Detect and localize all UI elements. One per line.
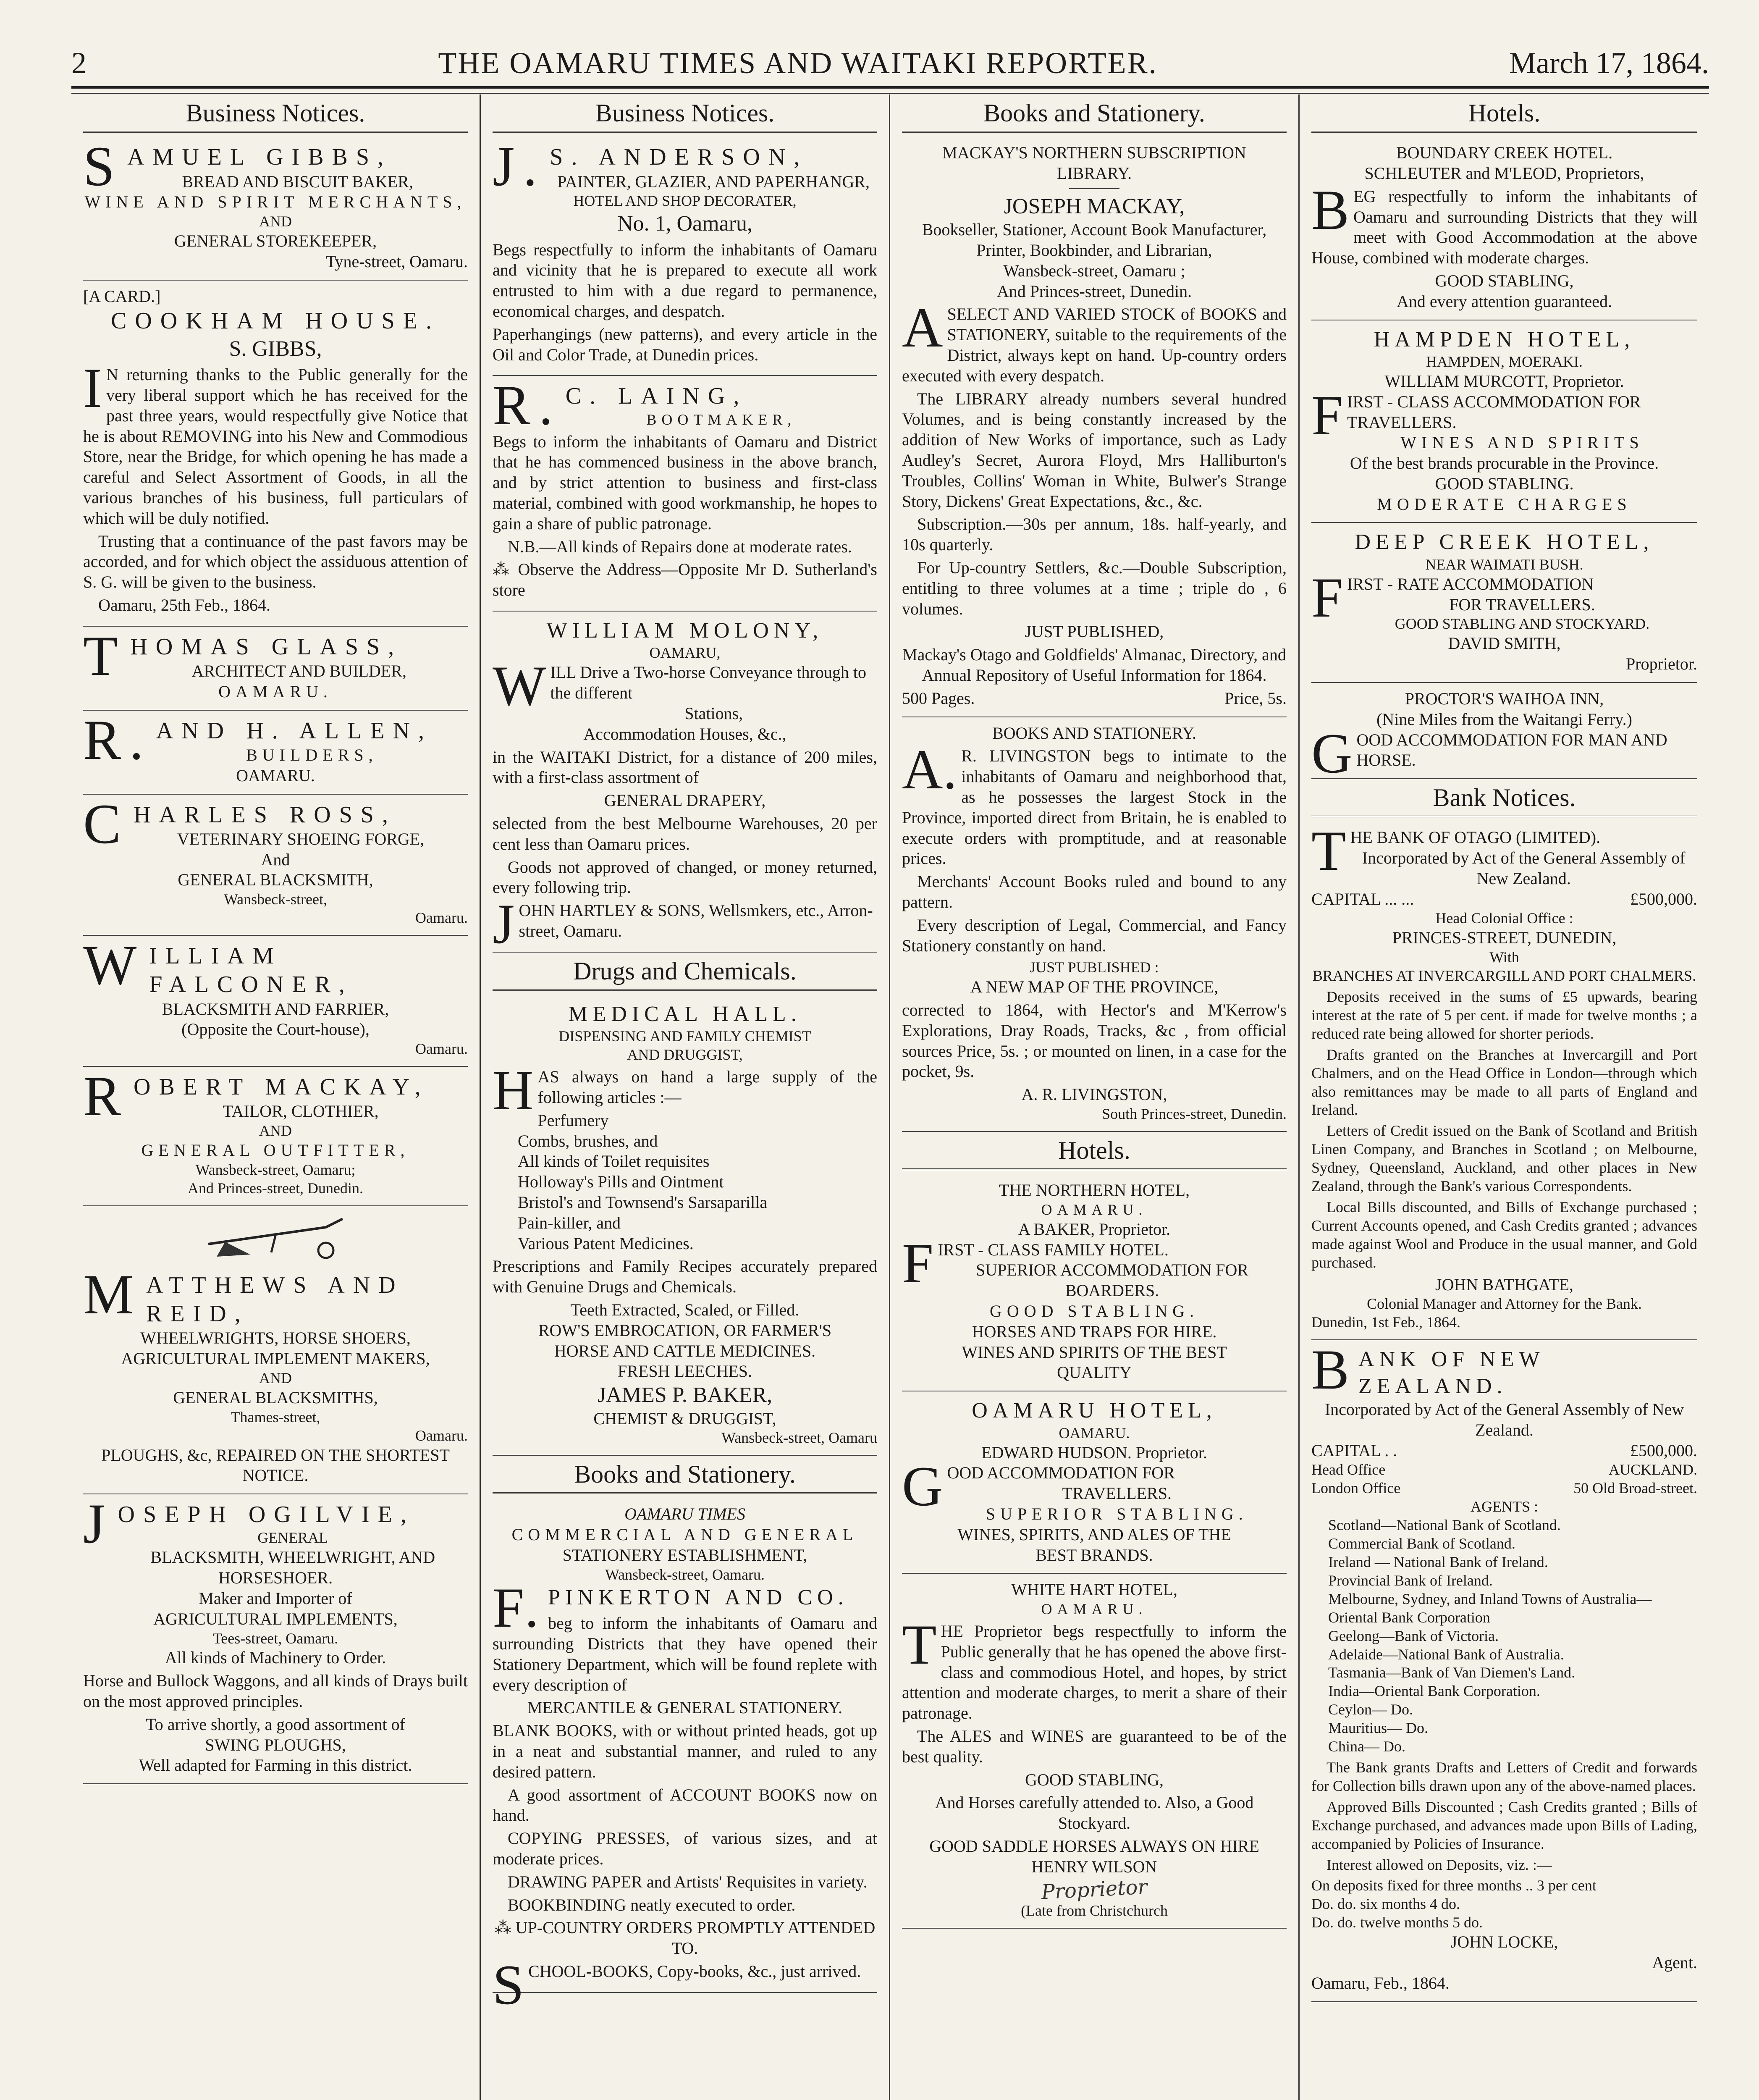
ad-line: MERCANTILE & GENERAL STATIONERY. (527, 1698, 843, 1717)
ad-body: Interest allowed on Deposits, viz. :— (1326, 1856, 1552, 1873)
ad-line: PLOUGHS, &c, REPAIRED ON THE SHORTEST NOTICE. (101, 1445, 450, 1485)
ad-name: R.AND H. ALLEN, (83, 709, 433, 772)
ad-name: ROBERT MACKAY, (83, 1065, 429, 1128)
column-2 (481, 94, 890, 2100)
ad-line: GENERAL (257, 1529, 328, 1546)
ad-line: BREAD AND BISCUIT BAKER, (182, 172, 413, 191)
ad-title: THE BANK OF OTAGO (LIMITED). (1311, 820, 1601, 883)
ad-line: STATIONERY ESTABLISHMENT, (562, 1546, 807, 1565)
ad-william-molony (493, 612, 877, 956)
ad-body: A.R. LIVINGSTON begs to intimate to the inhabitants of Oamaru and neighborhood that, as he possesses the largest Stock in the Province, imported direct from Britain, he is enabled to execute orders with promptitude, and at reasonable prices. (902, 738, 1287, 868)
ad-thomas-glass (83, 627, 468, 711)
ad-name: A. R. LIVINGSTON, (1021, 1085, 1167, 1104)
rate-row: Do. do. twelve months 5 do. (1311, 1914, 1483, 1931)
ad-line: (Nine Miles from the Waitangi Ferry.) (1376, 709, 1632, 729)
ad-body: The Bank grants Drafts and Letters of Credit and forwards for Collection bills drawn upon any of the above-named places. (1311, 1759, 1697, 1794)
ad-matthews-reid (83, 1265, 468, 1494)
ad-line: OAMARU, (649, 644, 721, 662)
ad-line: ROW'S EMBROCATION, OR FARMER'S (538, 1320, 832, 1340)
list-item: Adelaide—National Bank of Australia. (1328, 1646, 1564, 1663)
ad-body: BOOKBINDING neatly executed to order. (508, 1895, 796, 1914)
ad-line: WINES AND SPIRITS (1400, 433, 1644, 452)
ad-body: Local Bills discounted, and Bills of Exchange purchased ; Current Accounts opened, and Cash Credits granted ; advances made against Wool and Produce in the usual manner, and Gold purchased. (1311, 1198, 1697, 1271)
ad-title: BOUNDARY CREEK HOTEL. (1396, 143, 1613, 163)
ad-line: FRESH LEECHES. (617, 1362, 752, 1381)
ad-oamaru-hotel (902, 1391, 1287, 1574)
ad-address: Tyne-street, Oamaru. (325, 252, 468, 271)
ad-name: MATTHEWS AND REID, (83, 1263, 404, 1327)
ad-line: TAILOR, CLOTHIER, (223, 1102, 379, 1121)
section-header: Hotels. (902, 1132, 1287, 1170)
ad-body: beg to inform the inhabitants of Oamaru and surrounding Districts that they have opened their Stationery Department, which will be found replete with every description of (493, 1614, 877, 1694)
ad-name: HENRY WILSON (1031, 1857, 1157, 1876)
ad-name: DAVID SMITH, (1448, 634, 1561, 653)
list-item: Ireland — National Bank of Ireland. (1328, 1554, 1548, 1570)
ad-medical-hall (493, 995, 877, 1456)
ad-boundary-creek-hotel (1311, 137, 1697, 320)
ad-name: CHARLES ROSS, (83, 793, 396, 856)
ad-name: JOHN BATHGATE, (1435, 1275, 1573, 1294)
ad-line: A BAKER, Proprietor. (1018, 1219, 1171, 1239)
office-label: London Office (1311, 1480, 1401, 1497)
ad-line: COMMERCIAL AND GENERAL (511, 1525, 858, 1544)
ad-title: BOOKS AND STATIONERY. (992, 723, 1197, 743)
ad-line: JUST PUBLISHED, (1025, 622, 1164, 641)
list-item: Tasmania—Bank of Van Diemen's Land. (1328, 1664, 1575, 1681)
list-item: Ceylon— Do. (1328, 1701, 1413, 1718)
ad-body: IN returning thanks to the Public generally for the very liberal support which he has received for the past three years, would respectfully give Notice that he is about REMOVING into his New and Commodious Store, near the Bridge, for which opening he has made a careful and Select Assortment of Goods, in all the various branches of his business, full particulars of which will be duly notified. (83, 357, 468, 528)
ad-body: Begs respectfully to inform the inhabitants of Oamaru and vicinity that he is prepared to execute all work entrusted to him with a due regard to permanence, economical charges, and despatch. (493, 240, 877, 321)
ad-hampden-hotel (1311, 320, 1697, 523)
ad-title: COOKHAM HOUSE. (110, 308, 440, 334)
ad-name: WILLIAM MOLONY, (546, 619, 823, 643)
ad-line: WINES, SPIRITS, AND ALES OF THE (957, 1525, 1231, 1544)
ad-oamaru-times-stationery (493, 1498, 877, 2016)
ad-line: GENERAL BLACKSMITH, (178, 870, 373, 890)
ad-body: Subscription.—30s per annum, 18s. half-yearly, and 10s quarterly. (902, 514, 1287, 554)
ad-line: All kinds of Machinery to Order. (165, 1648, 386, 1667)
price: Price, 5s. (1224, 688, 1287, 708)
capital-value: £500,000. (1630, 1441, 1697, 1460)
ad-line: To arrive shortly, a good assortment of (146, 1714, 405, 1734)
office-value: AUCKLAND. (1609, 1461, 1697, 1478)
ad-line: FIRST - CLASS ACCOMMODATION FOR TRAVELLERS. (1311, 384, 1641, 447)
list-item: India—Oriental Bank Corporation. (1328, 1683, 1540, 1700)
newspaper-title: THE OAMARU TIMES AND WAITAKI REPORTER. (438, 46, 1158, 80)
ad-laing (493, 376, 877, 612)
ad-body: HAS always on hand a large supply of the following articles :— (493, 1059, 877, 1122)
ad-northern-hotel (902, 1174, 1287, 1391)
ad-date: Oamaru, Feb., 1864. (1311, 1973, 1450, 1992)
capital-label: CAPITAL . . (1311, 1441, 1397, 1460)
list-item: All kinds of Toilet requisites (518, 1152, 710, 1171)
ad-body: JOHN HARTLEY & SONS, Wellsmkers, etc., Arron-street, Oamaru. (493, 893, 873, 956)
ad-line: HORSES AND TRAPS FOR HIRE. (972, 1322, 1217, 1341)
ad-line: MACKAY'S NORTHERN SUBSCRIPTION (942, 143, 1246, 163)
ad-line: Well adapted for Farming in this district. (139, 1756, 412, 1775)
ad-body: Approved Bills Discounted ; Cash Credits granted ; Bills of Exchange purchased, and advances made upon Bills of Lading, accompanied by Policies of Insurance. (1311, 1798, 1697, 1852)
office-row (1311, 1479, 1697, 1498)
ad-line: VETERINARY SHOEING FORGE, (177, 829, 425, 848)
column-1 (71, 94, 481, 2100)
ad-white-hart-hotel (902, 1574, 1287, 1929)
columns (71, 94, 1709, 2100)
ad-body: N.B.—All kinds of Repairs done at moderate rates. (508, 537, 852, 556)
ad-line: GENERAL DRAPERY, (604, 791, 766, 810)
ad-line: Incorporated by Act of the General Assembly of New Zealand. (1362, 848, 1686, 888)
section-header: Books and Stationery. (493, 1456, 877, 1494)
ad-line: And Princes-street, Dunedin. (996, 281, 1192, 301)
ad-line: GOOD STABLING AND STOCKYARD. (1395, 615, 1650, 633)
section-header: Business Notices. (83, 94, 468, 133)
ad-line: MODERATE CHARGES (1377, 494, 1632, 514)
ad-name: SAMUEL GIBBS, (83, 135, 392, 198)
ad-line: And (261, 850, 290, 869)
ad-address: South Princes-street, Dunedin. (1102, 1105, 1287, 1122)
ad-line: Wansbeck-street, Oamaru; (195, 1161, 356, 1178)
ad-line: Colonial Manager and Attorney for the Bank. (1367, 1295, 1642, 1312)
ad-name: JOSEPH OGILVIE, (83, 1493, 415, 1556)
ad-line: GOOD STABLING, (1025, 1770, 1164, 1789)
plough-illustration (83, 1206, 468, 1265)
ad-line: AGRICULTURAL IMPLEMENT MAKERS, (121, 1349, 430, 1368)
ad-line: WILL Drive a Two-horse Conveyance through to the different (493, 655, 866, 718)
rate-row: On deposits fixed for three months .. 3 per cent (1311, 1877, 1596, 1894)
ad-line: HORSE AND CATTLE MEDICINES. (554, 1341, 816, 1360)
ad-title: DEEP CREEK HOTEL, (1355, 530, 1654, 554)
ad-line: GOOD SADDLE HORSES ALWAYS ON HIRE (929, 1836, 1259, 1856)
office-label: Head Office (1311, 1461, 1386, 1478)
ad-line: WHEELWRIGHTS, HORSE SHOERS, (140, 1328, 411, 1348)
ad-line: LIBRARY. (1056, 163, 1132, 183)
ad-line: AND (259, 1370, 292, 1386)
ad-body: SCHOOL-BOOKS, Copy-books, &c., just arrived. (493, 1953, 861, 2016)
list-item: China— Do. (1328, 1738, 1405, 1755)
masthead (71, 40, 1709, 86)
ad-line: SUPERIOR ACCOMMODATION FOR (976, 1260, 1249, 1280)
ad-line: Wansbeck-street, Oamaru. (605, 1566, 765, 1583)
ad-line: QUALITY (1057, 1363, 1132, 1382)
section-header: Bank Notices. (1311, 779, 1697, 817)
ad-line: With (1489, 949, 1519, 966)
ad-line: FIRST - CLASS FAMILY HOTEL. (902, 1232, 1169, 1295)
ad-line: GOOD ACCOMMODATION FOR MAN AND HORSE. (1311, 722, 1667, 785)
ad-line: Wansbeck-street, (224, 891, 327, 908)
ad-line: Thames-street, (231, 1408, 320, 1425)
ad-line: OAMARU. (1041, 1201, 1148, 1218)
ad-line: Stations, (684, 704, 743, 723)
ad-line: BEST BRANDS. (1035, 1545, 1153, 1564)
ad-bank-of-otago (1311, 822, 1697, 1340)
ad-line: Of the best brands procurable in the Province. (1350, 454, 1659, 473)
ad-line: PRINCES-STREET, DUNEDIN, (1392, 928, 1617, 948)
ad-name: J.S. ANDERSON, (493, 135, 808, 198)
ad-line: Agent. (1652, 1953, 1697, 1972)
capital-value: £500,000. (1630, 889, 1697, 908)
ad-bank-of-new-zealand (1311, 1340, 1697, 2002)
ad-line: Wansbeck-street, Oamaru ; (1003, 261, 1185, 280)
ad-body: Drafts granted on the Branches at Invercargill and Port Chalmers, and on the Head Office in London—through which also remittances may be made to all parts of England and Ireland. (1311, 1046, 1697, 1118)
ad-title: HAMPDEN HOTEL, (1374, 327, 1635, 352)
ad-line: Bookseller, Stationer, Account Book Manufacturer, Printer, Bookbinder, and Librarian, (922, 220, 1267, 260)
ad-line: And every attention guaranteed. (1396, 291, 1612, 311)
ad-body: Letters of Credit issued on the Bank of Scotland and British Linen Company, and Branches in Scotland ; on Melbourne, Sydney, Queensland, Auckland, and other places in New Zealand, through the Bank's various Correspondents. (1311, 1122, 1697, 1195)
item-list (493, 1110, 877, 1254)
ad-line: GENERAL STOREKEEPER, (174, 231, 377, 250)
list-item: Various Patent Medicines. (518, 1234, 694, 1253)
ad-line: NEAR WAIMATI BUSH. (1425, 556, 1583, 573)
ad-anderson (493, 137, 877, 376)
ad-body: BLANK BOOKS, with or without printed heads, got up in a neat and substantial manner, and ruled to any desired pattern. (493, 1721, 877, 1781)
ad-line: EDWARD HUDSON. Proprietor. (981, 1443, 1207, 1462)
ad-line: WINES AND SPIRITS OF THE BEST (962, 1342, 1227, 1362)
ad-line: OAMARU. (218, 682, 333, 701)
ad-line: AND (259, 213, 292, 230)
section-header: Books and Stationery. (902, 94, 1287, 133)
ad-body: Deposits received in the sums of £5 upwards, bearing interest at the rate of 5 per cent. if made for twelve months ; a reduced rate being allowed for shorter periods. (1311, 988, 1697, 1042)
ad-line: FOR TRAVELLERS. (1449, 595, 1595, 614)
ad-line: BLACKSMITH, WHEELWRIGHT, AND (150, 1548, 435, 1567)
ad-william-falconer (83, 936, 468, 1067)
ad-title: BANK OF NEW ZEALAND. (1311, 1339, 1544, 1402)
ad-line: Proprietor. (1626, 654, 1697, 674)
ad-line: And Princes-street, Dunedin. (188, 1179, 363, 1197)
ad-line: DISPENSING AND FAMILY CHEMIST (558, 1028, 811, 1045)
ad-name: JOHN LOCKE, (1450, 1932, 1558, 1952)
ad-body: Prescriptions and Family Recipes accurately prepared with Genuine Drugs and Chemicals. (493, 1257, 877, 1297)
column-3 (890, 94, 1300, 2100)
ad-robert-mackay (83, 1067, 468, 1206)
list-item: Scotland—National Bank of Scotland. (1328, 1517, 1561, 1534)
ad-line: GENERAL BLACKSMITHS, (173, 1388, 378, 1407)
ad-line: AGRICULTURAL IMPLEMENTS, (153, 1609, 398, 1628)
column-4 (1300, 94, 1709, 2100)
ad-body: ASELECT AND VARIED STOCK of BOOKS and STATIONERY, suitable to the requirements of the District, always kept on hand. Up-country orders executed with every despatch. (902, 297, 1287, 385)
list-item: Holloway's Pills and Ointment (518, 1172, 724, 1192)
ad-line: SUPERIOR STABLING. (986, 1504, 1248, 1523)
ad-line: Accommodation Houses, &c., (583, 724, 786, 743)
ad-line: A NEW MAP OF THE PROVINCE, (970, 977, 1219, 997)
list-item: Commercial Bank of Scotland. (1328, 1535, 1515, 1552)
ad-body: Merchants' Account Books ruled and bound to any pattern. (902, 872, 1287, 911)
ad-title: PROCTOR'S WAIHOA INN, (1405, 689, 1604, 708)
ad-line: GENERAL OUTFITTER, (141, 1141, 410, 1160)
ad-body: Trusting that a continuance of the past favors may be accorded, and for which object the assiduous attention of S. G. will be given to the business. (83, 531, 468, 592)
ad-body: And Horses carefully attended to. Also, a Good Stockyard. (935, 1793, 1254, 1833)
ad-charles-ross (83, 795, 468, 936)
ad-title: THE NORTHERN HOTEL, (999, 1181, 1190, 1200)
handwritten-signature: Proprietor (1041, 1874, 1148, 1904)
masthead-rule (71, 86, 1709, 94)
ad-body: ⁂ UP-COUNTRY ORDERS PROMPTLY ATTENDED TO. (494, 1918, 876, 1958)
ad-livingston (902, 717, 1287, 1132)
ad-line: HAMPDEN, MOERAKI. (1426, 353, 1583, 370)
ad-line: BRANCHES AT INVERCARGILL AND PORT CHALMERS. (1312, 967, 1696, 984)
ad-line: Head Colonial Office : (1435, 910, 1573, 927)
capital-row (1311, 1441, 1697, 1461)
office-row (1311, 1461, 1697, 1479)
separator (1069, 188, 1119, 189)
ad-line: Incorporated by Act of the General Assembly of New Zealand. (1324, 1400, 1684, 1439)
list-item: Provincial Bank of Ireland. (1328, 1572, 1493, 1589)
ad-body: THE Proprietor begs respectfully to inform the Public generally that he has opened the above first-class and commodious Hotel, and hopes, by strict attention and moderate charges, to merit a share of their patronage. (902, 1614, 1287, 1723)
ad-body: The LIBRARY already numbers several hundred Volumes, and is being constantly increased by the addition of New Works of importance, such as Lady Audley's Secret, Aurora Floyd, Mrs Halliburton's Troubles, Collins' Woman in White, Bulwer's Strange Story, Dickens' Great Expectations, &c., &c. (902, 389, 1287, 511)
ad-samuel-gibbs (83, 137, 468, 280)
ad-line: GOOD STABLING, (1435, 271, 1574, 290)
ad-body: DRAWING PAPER and Artists' Requisites in variety. (508, 1872, 868, 1891)
ad-address: Wansbeck-street, Oamaru (721, 1429, 877, 1446)
ad-line: BLACKSMITH AND FARRIER, (162, 999, 389, 1018)
ad-line: GOOD STABLING. (989, 1301, 1199, 1320)
ad-date: Dunedin, 1st Feb., 1864. (1311, 1314, 1460, 1331)
ad-line: CHEMIST & DRUGGIST, (593, 1409, 776, 1428)
ad-line: JUST PUBLISHED : (1030, 959, 1159, 976)
ad-line: SWING PLOUGHS, (205, 1735, 346, 1754)
ad-line: FIRST - RATE ACCOMMODATION (1311, 566, 1594, 629)
ad-line: GOOD STABLING. (1435, 474, 1574, 493)
ad-body: The ALES and WINES are guaranteed to be of the best quality. (902, 1726, 1287, 1766)
ad-line: Oamaru. (415, 909, 468, 927)
ad-body: Begs to inform the inhabitants of Oamaru and District that he has commenced business in the above branch, and by strict attention to business and first-class material, combined with good workmanship, he hopes to gain a share of public patronage. (493, 432, 877, 533)
ad-line: (Late from Christchurch (1021, 1902, 1168, 1919)
ad-line: WINE AND SPIRIT MERCHANTS, (84, 192, 467, 212)
ad-allen (83, 711, 468, 795)
ad-body: Paperhangings (new patterns), and every article in the Oil and Color Trade, at Dunedin prices. (493, 324, 877, 364)
list-item: Mauritius— Do. (1328, 1719, 1428, 1737)
list-item: Pain-killer, and (518, 1213, 621, 1232)
ad-body: BEG respectfully to inform the inhabitants of Oamaru and surrounding Districts that they will meet with Good Accommodation at the above House, combined with moderate charges. (1311, 178, 1697, 268)
ad-body: Horse and Bullock Waggons, and all kinds of Drays built on the most approved principles. (83, 1671, 468, 1711)
ad-line: Oamaru. (415, 1040, 468, 1058)
ad-line: OAMARU. (236, 766, 315, 785)
ad-name: F.PINKERTON AND CO. (493, 1576, 849, 1639)
ad-line: No. 1, Oamaru, (617, 212, 753, 236)
ad-body: A good assortment of ACCOUNT BOOKS now on hand. (493, 1785, 877, 1825)
ad-line: ARCHITECT AND BUILDER, (191, 662, 406, 681)
ad-line: HOTEL AND SHOP DECORATER, (573, 192, 797, 210)
ad-line: OAMARU. (1059, 1424, 1130, 1441)
ad-date: Oamaru, 25th Feb., 1864. (98, 595, 270, 614)
capital-row (1311, 889, 1697, 910)
ad-line: BOOTMAKER, (646, 411, 797, 428)
ad-name: JOSEPH MACKAY, (1004, 194, 1185, 218)
ad-body: corrected to 1864, with Hector's and M'Kerrow's Explorations, Dray Roads, Tracks, &c , from official sources Price, 5s. ; or mounted on linen, in a case for the pocket, 9s. (902, 1000, 1287, 1081)
ad-body: For Up-country Settlers, &c.—Double Subscription, entitling to three volumes at a time ; triple do , 6 volumes. (902, 558, 1287, 618)
list-item: Bristol's and Townsend's Sarsaparilla (518, 1192, 768, 1212)
issue-date: March 17, 1864. (1509, 46, 1709, 80)
ad-body: Mackay's Otago and Goldfields' Almanac, Directory, and Annual Repository of Useful Information for 1864. (902, 645, 1286, 685)
ad-body: Every description of Legal, Commercial, and Fancy Stationery constantly on hand. (902, 915, 1287, 955)
office-value: 50 Old Broad-street. (1573, 1480, 1697, 1497)
ad-body: selected from the best Melbourne Warehouses, 20 per cent less than Oamaru prices. (493, 814, 877, 853)
ad-line: HORSESHOER. (218, 1568, 333, 1588)
ad-line: SCHLEUTER and M'LEOD, Proprietors, (1364, 163, 1644, 183)
ad-deep-creek-hotel (1311, 523, 1697, 682)
ad-line: AND DRUGGIST, (627, 1046, 743, 1063)
ad-line: OAMARU. (1041, 1601, 1148, 1618)
rate-row: Do. do. six months 4 do. (1311, 1895, 1460, 1913)
list-item: Melbourne, Sydney, and Inland Towns of Australia—Oriental Bank Corporation (1328, 1590, 1652, 1626)
ad-line: WILLIAM MURCOTT, Proprietor. (1384, 371, 1624, 391)
ad-joseph-ogilvie (83, 1494, 468, 1784)
section-header: Hotels. (1311, 94, 1697, 133)
page-number: 2 (71, 46, 87, 80)
section-header: Drugs and Chemicals. (493, 953, 877, 991)
list-item: Combs, brushes, and (518, 1131, 658, 1150)
ad-line: BUILDERS, (246, 745, 378, 764)
ad-line: AGENTS : (1471, 1498, 1538, 1515)
ad-line: Tees-street, Oamaru. (212, 1630, 338, 1647)
section-header: Business Notices. (493, 94, 877, 133)
ad-line: Teeth Extracted, Scaled, or Filled. (570, 1300, 800, 1319)
ad-proctors-inn (1311, 683, 1697, 785)
agent-list (1311, 1516, 1697, 1756)
ad-body: ⁂ Observe the Address—Opposite Mr D. Sutherland's store (493, 560, 877, 600)
ad-name: R.C. LAING, (493, 374, 748, 437)
list-item: Perfumery (537, 1110, 609, 1130)
ad-name: JAMES P. BAKER, (597, 1383, 773, 1407)
ad-title: WHITE HART HOTEL, (1011, 1580, 1177, 1599)
capital-label: CAPITAL ... ... (1311, 889, 1414, 908)
ad-line: BOARDERS. (1065, 1281, 1159, 1300)
ad-body: Goods not approved of changed, or money returned, every following trip. (493, 857, 877, 897)
pages-count: 500 Pages. (902, 688, 975, 708)
ad-line: GOOD ACCOMMODATION FOR (902, 1455, 1175, 1518)
ad-name: WILLIAM FALCONER, (83, 934, 353, 998)
ad-cookham-house (83, 281, 468, 627)
ad-line: Maker and Importer of (199, 1588, 352, 1608)
ad-line: OAMARU TIMES (624, 1504, 745, 1524)
ad-body: in the WAITAKI District, for a distance of 200 miles, with a first-class assortment of (493, 747, 877, 787)
list-item: Geelong—Bank of Victoria. (1328, 1627, 1499, 1644)
ad-line: TRAVELLERS. (1062, 1484, 1172, 1503)
ad-line: (Opposite the Court-house), (181, 1020, 370, 1039)
ad-card-label: [A CARD.] (83, 286, 161, 306)
ad-line: AND (259, 1122, 292, 1139)
ad-mackay-library (902, 137, 1287, 717)
ad-title: OAMARU HOTEL, (972, 1399, 1217, 1423)
price-row (902, 688, 1287, 709)
ad-name: THOMAS GLASS, (83, 625, 403, 688)
ad-line: PAINTER, GLAZIER, AND PAPERHANGR, (557, 172, 870, 191)
ad-body: COPYING PRESSES, of various sizes, and at moderate prices. (493, 1829, 877, 1868)
ad-title: MEDICAL HALL. (568, 1002, 802, 1026)
ad-line: Oamaru. (415, 1427, 468, 1444)
ad-name: S. GIBBS, (229, 336, 322, 361)
